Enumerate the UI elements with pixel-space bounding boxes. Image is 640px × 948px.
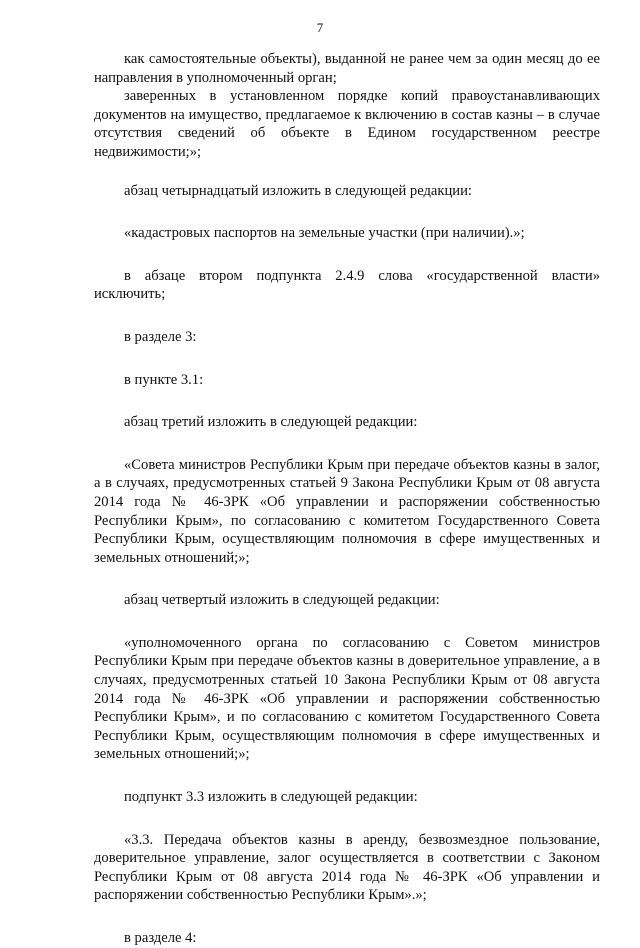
paragraph-2-4-9: в абзаце втором подпункта 2.4.9 слова «государственной власти» исключить; — [94, 267, 600, 303]
paragraph-amend-3-3: подпункт 3.3 изложить в следующей редакции: — [124, 789, 418, 806]
paragraph-cadastral-passports: «кадастровых паспортов на земельные участки (при наличии).»; — [124, 225, 525, 242]
paragraph-section-4: в разделе 4: — [124, 930, 197, 946]
paragraph-amend-3rd-abzac: абзац третий изложить в следующей редакции: — [124, 414, 418, 431]
page-number: 7 — [316, 20, 324, 35]
paragraph-amend-14th-abzac: абзац четырнадцатый изложить в следующей редакции: — [124, 182, 472, 199]
paragraph-continuation: как самостоятельные объекты), выданной не ранее чем за один месяц до ее направления в уполномоченный орган; — [94, 51, 600, 86]
paragraph-amend-4th-abzac: абзац четвертый изложить в следующей редакции: — [124, 592, 440, 609]
paragraph-point-3-1: в пункте 3.1: — [124, 371, 204, 388]
paragraph-3-3-text: «3.3. Передача объектов казны в аренду, безвозмездное пользование, доверительное управление, залог осуществляется в соответствии с Законом Республики Крым от 08 августа 2014 года № 46-ЗРК «Об управлении и распоряжении собственностью Республики Крым».»; — [94, 831, 600, 904]
paragraph-council-ministers: «Совета министров Республики Крым при передаче объектов казны в залог, а в случаях, предусмотренных статьей 9 Закона Республики Крым от 08 августа 2014 года № 46-ЗРК «Об управлении и распоряжении собственностью Республики Крым», по согласованию с комитетом Государственного Совета Республики Крым, осуществляющим полномочия в сфере имущественных и земельных отношений;»; — [94, 456, 600, 566]
document-body — [94, 50, 600, 948]
paragraph-certified-copies: заверенных в установленном порядке копий правоустанавливающих документов на имущество, предлагаемое к включению в состав казны – в случае отсутствия сведений об объекте в Едином государственном реестре недвижимости;»; — [94, 88, 600, 160]
paragraph-authorized-body: «уполномоченного органа по согласованию с Советом министров Республики Крым при передаче объектов казны в доверительное управление, а в случаях, предусмотренных статьей 10 Закона Республики Крым от 08 августа 2014 года № 46-ЗРК «Об управлении и распоряжении собственностью Республики Крым», и по согласованию с комитетом Государственного Совета Республики Крым, осуществляющим полномочия в сфере имущественных и земельных отношений;»; — [94, 634, 600, 763]
paragraph-section-3: в разделе 3: — [124, 328, 197, 345]
